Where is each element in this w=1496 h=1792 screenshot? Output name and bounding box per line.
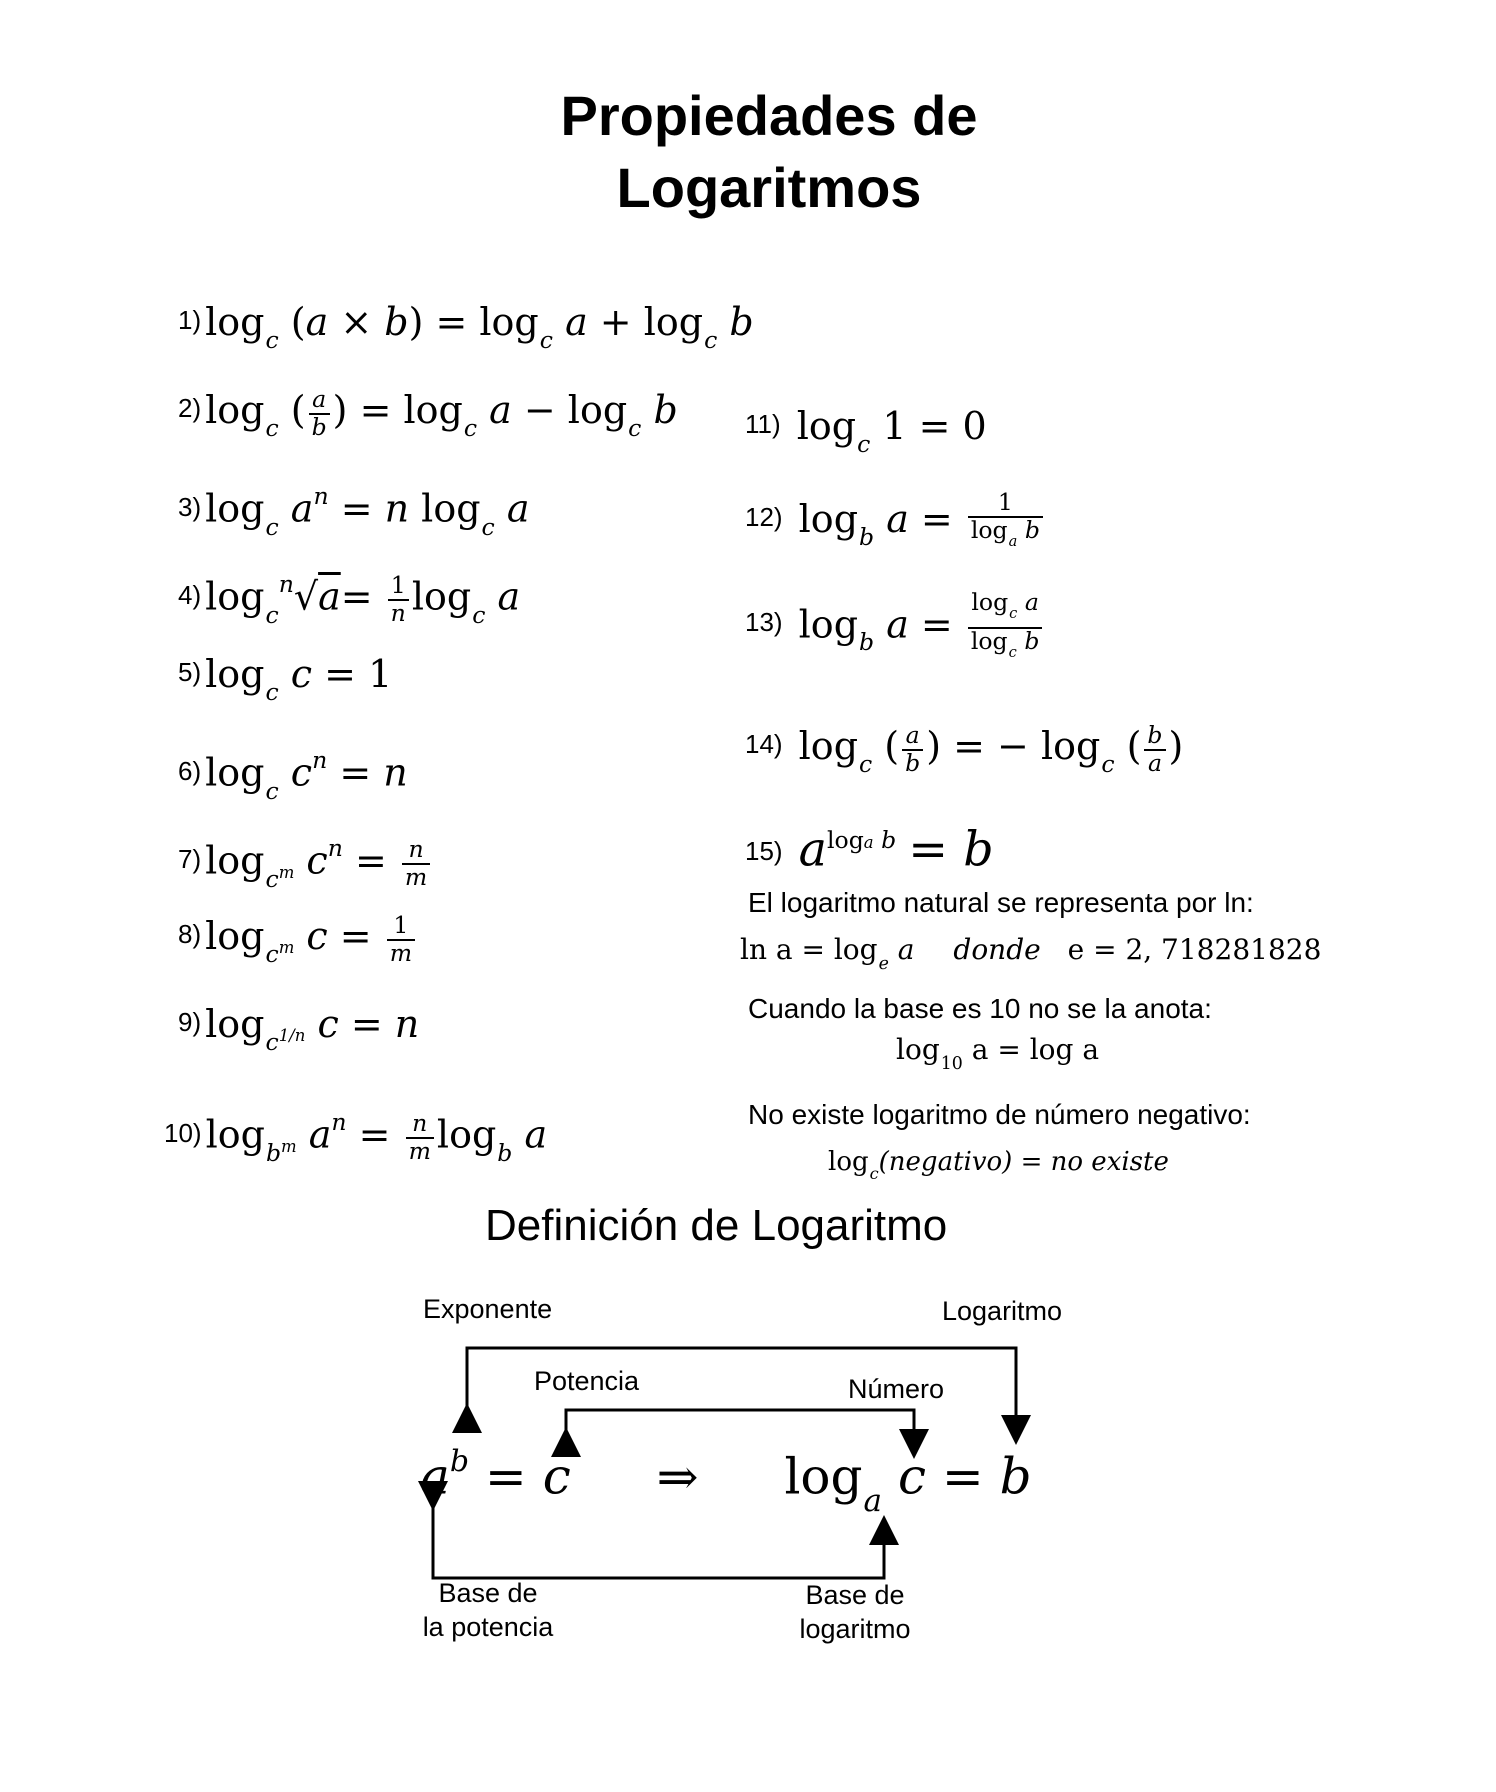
property-6: 6) $\log_c c^n = n$ <box>178 746 408 805</box>
note-natural-log: El logaritmo natural se representa por ln: <box>748 887 1254 918</box>
property-13: 13) $\log_b a$ = $\frac{\log_c a}{\log_c b}$ <box>745 590 1045 666</box>
property-4: 4) $\log_c^n√a=$ $\frac{1}{n}$ $\log_c a$ <box>178 570 521 629</box>
property-15: 15) $a^{loga b} = b$ <box>745 822 994 878</box>
base-10-equation: $\log_{10} a = \log a$ <box>896 1033 1100 1074</box>
property-8: 8) $\log_{c^m} c$ = $\frac{1}{m}$ <box>178 910 418 978</box>
negative-equation: $\log_c(negativo)$ = no existe <box>828 1147 1169 1183</box>
property-3: 3) $\log_c a^n = n$ $\log_c a$ <box>178 482 530 541</box>
label-numero: Número <box>848 1374 945 1404</box>
label-base-logaritmo: Base de logaritmo <box>799 1580 911 1644</box>
natural-log-equation: $\ln a = \log_e a$ donde e = 2, 718281828 <box>740 933 1322 974</box>
label-exponente: Exponente <box>423 1294 553 1324</box>
property-5: 5) $\log_c c = 1$ <box>178 652 393 706</box>
property-2: 2) $\log_c$ ( $\frac{a}{b}$ ) = $\log_c a - \log_c b$ <box>178 384 678 442</box>
label-base-potencia: Base de la potencia <box>422 1578 554 1642</box>
note-base-10: Cuando la base es 10 no se la anota: <box>748 993 1212 1024</box>
property-9: 9) $\log_{c^{1/n}} c = n$ <box>178 1002 420 1056</box>
property-1: 1) $\log_c (a \times b) = \log_c a + \log_c b$ <box>178 300 754 354</box>
property-11: 11) $\log_c 1 = 0$ <box>745 404 987 458</box>
label-potencia: Potencia <box>534 1366 640 1396</box>
arrow-exponent-logarithm <box>467 1348 1016 1430</box>
label-logaritmo: Logaritmo <box>942 1296 1063 1326</box>
property-14: 14) $\log_c$ ( $\frac{a}{b}$ ) = − $\log_c$ ( $\frac{b}{a}$ ) <box>745 720 1184 778</box>
title-line-1: Propiedades de <box>560 84 978 147</box>
note-negative: No existe logaritmo de número negativo: <box>748 1099 1251 1130</box>
definition-equation: $a^b = c$ ⇒ $\log_a c = b$ <box>420 1444 1032 1519</box>
title-line-2: Logaritmos <box>616 156 922 219</box>
property-10: 10) $\log_{b^m} a^n$ = $\frac{n}{m}$ $\log_b a$ <box>164 1108 548 1167</box>
property-7: 7) $\log_{c^m} c^n$ = $\frac{n}{m}$ <box>178 824 433 903</box>
definition-title: Definición de Logaritmo <box>485 1201 948 1250</box>
property-12: 12) $\log_b a$ = $\frac{1}{\log_a b}$ <box>745 490 1046 561</box>
